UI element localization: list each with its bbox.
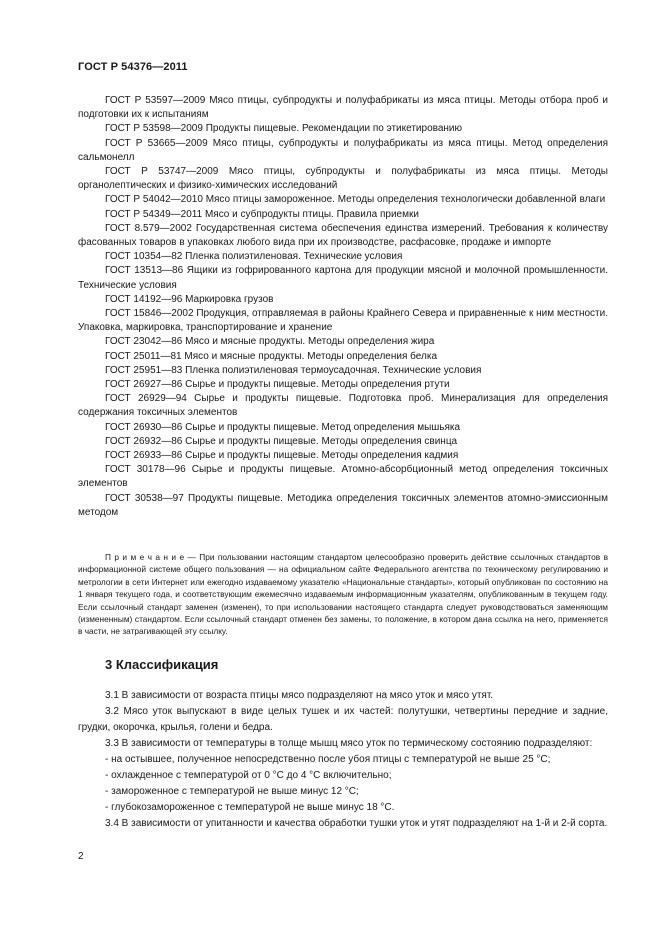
reference-item: ГОСТ 10354—82 Пленка полиэтиленовая. Технические условия: [105, 251, 403, 263]
reference-item: ГОСТ 25011—81 Мясо и мясные продукты. Методы определения белка: [105, 350, 438, 362]
note-paragraph: [78, 551, 608, 638]
reference-item: ГОСТ 14192—96 Маркировка грузов: [105, 293, 274, 305]
list-item: - замороженное с температурой не выше минус 12 °С;: [105, 786, 359, 797]
list-item: - на остывшее, полученное непосредственно после убоя птицы с температурой не выше 25 °С;: [105, 754, 551, 765]
list-item: - глубокозамороженное с температурой не выше минус 18 °С.: [105, 802, 395, 813]
section-paragraph: 3.3 В зависимости от температуры в толще мышц мясо уток по термическому состоянию подразделяют:: [105, 738, 593, 749]
normative-references-list: [78, 94, 608, 520]
list-item: - охлажденное с температурой от 0 °С до 4 °С включительно;: [105, 770, 392, 781]
section-paragraph: 3.1 В зависимости от возраста птицы мясо подразделяют на мясо уток и мясо утят.: [105, 690, 494, 701]
reference-item: ГОСТ Р 54349—2011 Мясо и субпродукты птицы. Правила приемки: [105, 208, 419, 220]
section-body: [78, 688, 608, 832]
reference-item: ГОСТ Р 53597—2009 Мясо птицы, субпродукты и полуфабрикаты из мяса птицы. Методы отбора проб и подготовки их к испытаниям: [78, 95, 608, 121]
reference-item: ГОСТ 23042—86 Мясо и мясные продукты. Методы определения жира: [105, 336, 435, 348]
reference-item: ГОСТ 15846—2002 Продукция, отправляемая в районы Крайнего Севера и приравненные к ним местности. Упаковка, маркировка, транспортирование и хранение: [78, 308, 608, 334]
page-header: ГОСТ Р 54376—2011: [78, 61, 188, 73]
reference-item: ГОСТ 13513—86 Ящики из гофрированного картона для продукции мясной и молочной промышленности. Технические условия: [78, 265, 608, 291]
reference-item: ГОСТ 30538—97 Продукты пищевые. Методика определения токсичных элементов атомно-эмиссионным методом: [78, 492, 608, 518]
reference-item: ГОСТ 26927—86 Сырье и продукты пищевые. Методы определения ртути: [105, 379, 450, 391]
reference-item: ГОСТ 8.579—2002 Государственная система обеспечения единства измерений. Требования к количеству фасованных товаров в упаковках любого вида при их производстве, расфасовке, продаже и импорте: [78, 222, 608, 249]
reference-item: ГОСТ 26929—94 Сырье и продукты пищевые. Подготовка проб. Минерализация для определения содержания токсичных элементов: [78, 393, 608, 419]
note-text: — При пользовании настоящим стандартом целесообразно проверить действие ссылочных стандартов в информационной системе общего пользования — на официальном сайте Федерального агентства по техническому регулированию и метрологии в сети Интернет или ежегодно издаваемому указателю «Национальные стандарты», который опубликован по состоянию на 1 января текущего года, и соответствующим ежемесячно издаваемым информационным указателям, опубликованным в текущем году. Если ссылочный стандарт заменен (изменен), то при использовании настоящего стандарта следует руководствоваться заменяющим (измененным) стандартом. Если ссылочный стандарт отменен без замены, то положение, в котором дана ссылка на него, применяется в части, не затрагивающей эту ссылку.: [78, 552, 608, 637]
reference-item: ГОСТ 25951—83 Пленка полиэтиленовая термоусадочная. Технические условия: [105, 364, 482, 376]
note-label: П р и м е ч а н и е: [105, 552, 185, 562]
reference-item: ГОСТ 26930—86 Сырье и продукты пищевые. Метод определения мышьяка: [105, 421, 461, 433]
reference-item: ГОСТ Р 53665—2009 Мясо птицы, субпродукты и полуфабрикаты из мяса птицы. Метод определения сальмонелл: [78, 137, 608, 163]
section-paragraph: 3.4 В зависимости от упитанности и качества обработки тушки уток и утят подразделяют на 1-й и 2-й сорта.: [105, 818, 608, 829]
reference-item: ГОСТ Р 54042—2010 Мясо птицы замороженное. Методы определения технологически добавленной влаги: [105, 194, 606, 206]
reference-item: ГОСТ 26933—86 Сырье и продукты пищевые. Методы определения кадмия: [105, 450, 459, 462]
page-number: 2: [78, 851, 84, 862]
reference-item: ГОСТ Р 53747—2009 Мясо птицы, субпродукты и полуфабрикаты из мяса птицы. Методы органолептических и физико-химических исследований: [78, 166, 608, 192]
section-title: 3 Классификация: [105, 657, 219, 672]
reference-item: ГОСТ Р 53598—2009 Продукты пищевые. Рекомендации по этикетированию: [105, 123, 462, 135]
reference-item: ГОСТ 30178—96 Сырье и продукты пищевые. Атомно-абсорбционный метод определения токсичных элементов: [78, 464, 608, 490]
section-paragraph: 3.2 Мясо уток выпускают в виде целых тушек и их частей: полутушки, четвертины передние и задние, грудки, окорочка, крылья, голени и бедра.: [78, 706, 608, 733]
reference-item: ГОСТ 26932—86 Сырье и продукты пищевые. Методы определения свинца: [105, 435, 458, 447]
